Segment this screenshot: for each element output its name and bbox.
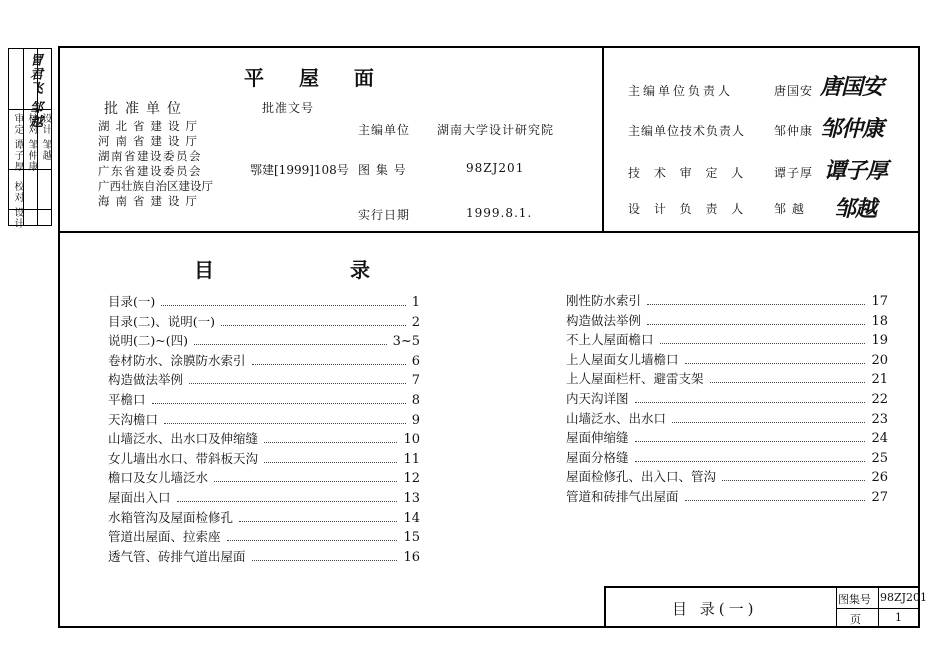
toc-leader-dots (252, 560, 398, 561)
toc-leader-dots (177, 501, 398, 502)
toc-entry (108, 525, 420, 545)
toc-entry-title: 目录(二)、说明(一) (108, 313, 216, 329)
toc-leader-dots (152, 403, 406, 404)
responsible-row (628, 74, 913, 104)
toc-entry-title: 管道和砖排气出屋面 (566, 489, 679, 504)
toc-leader-dots (161, 305, 405, 306)
toc-entry-title: 目录(一) (108, 294, 156, 309)
toc-leader-dots (635, 461, 866, 462)
toc-entry-page: 20 (871, 352, 888, 368)
toc-leader-dots (214, 481, 397, 482)
toc-entry (566, 387, 888, 407)
toc-entry-page: 1 (411, 295, 420, 310)
toc-entry-title: 透气管、砖排气道出屋面 (108, 548, 246, 564)
toc-entry-page: 14 (403, 510, 420, 526)
toc-leader-dots (710, 382, 866, 383)
toc-entry-page: 9 (411, 412, 420, 428)
doc-no-label: 批准文号 (262, 101, 315, 115)
toc-entry-title: 上人屋面栏杆、避雷支架 (566, 371, 704, 387)
toc-entry-page: 25 (871, 450, 888, 466)
toc-entry-title: 刚性防水索引 (566, 293, 642, 308)
editor-unit: 湖南大学设计研究院 (437, 123, 555, 137)
toc-entry-title: 屋面分格缝 (566, 449, 629, 465)
toc-leader-dots (672, 422, 865, 423)
toc-entry (108, 368, 420, 388)
toc-entry-title: 不上人屋面檐口 (566, 332, 654, 348)
toc-entry (108, 310, 420, 330)
titleblock-page-no: 1 (895, 611, 902, 624)
toc-leader-dots (647, 324, 865, 325)
strip-col2: 校对 邹仲康 (26, 113, 37, 173)
toc-entry (566, 426, 888, 446)
toc-entry-page: 2 (411, 314, 420, 330)
toc-entry-page: 27 (871, 490, 888, 505)
toc-entry-page: 6 (411, 353, 420, 369)
responsible-signature: 邹仲康 (820, 116, 884, 142)
toc-leader-dots (264, 462, 397, 463)
toc-entry-page: 15 (403, 530, 420, 546)
responsible-name: 唐国安 (774, 84, 814, 98)
toc-leader-dots (722, 480, 865, 481)
toc-entry-page: 22 (871, 392, 888, 407)
toc-entry-title: 说明(二)~(四) (108, 333, 188, 349)
responsible-name: 邹 越 (774, 202, 805, 216)
toc-entry-page: 24 (871, 431, 888, 447)
toc-entry-page: 21 (871, 372, 888, 388)
toc-leader-dots (164, 423, 406, 424)
sheet-title: 平 屋 面 (244, 66, 388, 90)
approve-unit: 广东省建设委员会 (98, 164, 202, 178)
toc-leader-dots (221, 325, 406, 326)
responsible-name: 邹仲康 (774, 124, 814, 138)
toc-entry (108, 290, 420, 310)
strip-labels: 校对 设计 (12, 181, 23, 230)
toc-entry (566, 328, 888, 348)
titleblock-atlas-no: 98ZJ201 (880, 591, 928, 604)
toc-leader-dots (194, 344, 387, 345)
toc-entry (108, 545, 420, 565)
toc-entry-page: 3~5 (392, 334, 420, 350)
toc-entry (108, 349, 420, 369)
toc-entry-title: 内天沟详图 (566, 391, 629, 406)
approve-unit-label: 批准单位 (104, 101, 188, 117)
toc-entry-title: 天沟檐口 (108, 411, 159, 427)
toc-entry-title: 构造做法举例 (566, 312, 642, 328)
toc-entry (108, 408, 420, 428)
approve-unit: 湖北省建设厅 (98, 119, 203, 133)
toc-entry (108, 388, 420, 408)
toc-leader-dots (685, 363, 866, 364)
doc-no: 鄂建[1999]108号 (250, 163, 349, 177)
responsible-signature: 邹越 (834, 196, 877, 222)
toc-leader-dots (660, 343, 866, 344)
toc-leader-dots (239, 521, 397, 522)
toc-entry (108, 427, 420, 447)
strip-signature-top: 冒君飞 邹越 (27, 53, 42, 129)
toc-entry (566, 407, 888, 427)
toc-entry-page: 13 (403, 491, 420, 506)
toc-entry-page: 11 (403, 451, 420, 467)
strip-col1: 审定 谭子厚 (12, 113, 23, 173)
approve-unit-list (98, 118, 213, 208)
responsible-signature: 唐国安 (820, 74, 884, 100)
responsible-role: 技 术 审 定 人 (628, 166, 749, 180)
toc-leader-dots (264, 442, 397, 443)
toc-leader-dots (635, 441, 866, 442)
responsible-role: 主编单位负责人 (628, 84, 734, 98)
toc-entry-title: 平檐口 (108, 392, 146, 407)
titleblock-atlas-label: 图集号 (838, 593, 871, 606)
toc-entry-page: 12 (403, 471, 420, 487)
toc-entry (108, 329, 420, 349)
atlas-label: 图 集 号 (358, 163, 407, 177)
date-label: 实行日期 (358, 208, 411, 222)
toc-entry (566, 348, 888, 368)
responsible-row (628, 118, 913, 144)
toc-entry (108, 447, 420, 467)
toc-entry-title: 水箱管沟及屋面检修孔 (108, 509, 234, 525)
responsible-role: 设 计 负 责 人 (628, 202, 749, 216)
titleblock-page-label: 页 (850, 613, 861, 626)
toc-entry (108, 466, 420, 486)
approve-unit: 湖南省建设委员会 (98, 149, 202, 163)
responsible-name: 谭子厚 (774, 166, 814, 180)
toc-entry-title: 屋面检修孔、出入口、管沟 (566, 469, 717, 485)
toc-heading-right: 录 (350, 258, 372, 282)
title-block (604, 586, 928, 628)
toc-leader-dots (189, 383, 406, 384)
titleblock-name: 目 录(一) (672, 600, 758, 618)
responsible-row (628, 196, 913, 226)
toc-heading-left: 目 (194, 258, 216, 282)
toc-entry-title: 山墙泛水、出水口及伸缩缝 (108, 431, 259, 447)
toc-entry-title: 女儿墙出水口、带斜板天沟 (108, 450, 259, 466)
toc-entry-title: 上人屋面女儿墙檐口 (566, 351, 679, 367)
toc-leader-dots (227, 540, 398, 541)
toc-entry-page: 23 (871, 411, 888, 427)
header-bottom-rule (58, 231, 920, 233)
toc-leader-dots (635, 402, 866, 403)
toc-entry (566, 465, 888, 485)
responsible-signature: 谭子厚 (824, 158, 888, 184)
toc-entry (566, 485, 888, 505)
toc-entry-page: 10 (403, 432, 420, 448)
toc-entry-title: 构造做法举例 (108, 372, 184, 388)
editor-label: 主编单位 (358, 123, 411, 137)
toc-entry-page: 19 (871, 333, 888, 349)
effective-date: 1999.8.1. (466, 206, 533, 220)
toc-entry-page: 18 (871, 313, 888, 329)
toc-entry-title: 檐口及女儿墙泛水 (108, 470, 209, 486)
toc-entry-title: 卷材防水、涂膜防水索引 (108, 352, 246, 368)
toc-entry (566, 289, 888, 309)
toc-entry (108, 486, 420, 506)
toc-entry (108, 506, 420, 526)
toc-entry-title: 屋面出入口 (108, 490, 171, 505)
toc-leader-dots (647, 304, 865, 305)
toc-entry (566, 446, 888, 466)
toc-entry-page: 17 (871, 294, 888, 309)
atlas-no: 98ZJ201 (466, 161, 525, 175)
toc-leader-dots (252, 364, 406, 365)
toc-entry-title: 山墙泛水、出水口 (566, 410, 667, 426)
toc-entry (566, 309, 888, 329)
toc-entry-page: 8 (411, 393, 420, 408)
toc-leader-dots (685, 500, 866, 501)
toc-entry (566, 367, 888, 387)
toc-entry-title: 屋面伸缩缝 (566, 430, 629, 446)
toc-entry-title: 管道出屋面、拉索座 (108, 529, 221, 545)
responsible-row (628, 160, 913, 186)
approve-unit: 广西壮族自治区建设厅 (98, 179, 213, 193)
approve-unit: 海南省建设厅 (98, 194, 203, 208)
responsible-role: 主编单位技术负责人 (628, 124, 746, 138)
strip-col3: 设计 邹越 (40, 113, 51, 162)
toc-entry-page: 16 (403, 549, 420, 565)
toc-entry-page: 26 (871, 470, 888, 486)
header-vertical-rule (602, 46, 604, 232)
approve-unit: 河南省建设厅 (98, 134, 203, 148)
left-approval-strip (8, 48, 52, 230)
toc-entry-page: 7 (411, 373, 420, 389)
